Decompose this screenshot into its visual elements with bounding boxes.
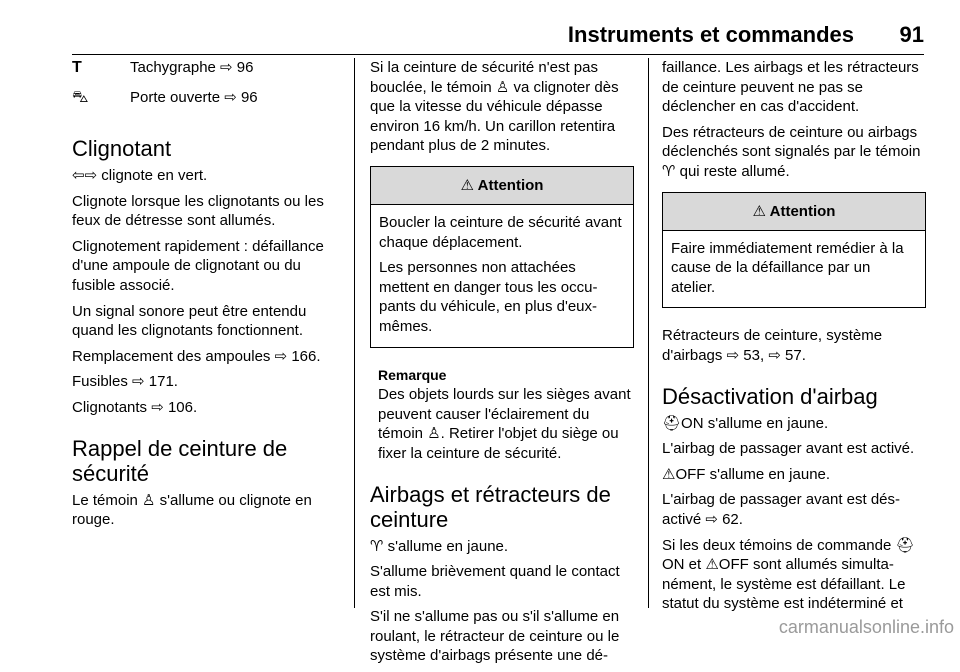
column-2 <box>370 58 634 672</box>
warning-triangle-icon: ⚠ <box>460 176 474 194</box>
paragraph: Si les deux témoins de commande ⛑ON et ⚠OFF sont allumés simultanément, le système est défaillant. Le statut du système est indéterminé et <box>662 536 915 613</box>
paragraph: Un signal sonore peut être entendu quand les clignotants fonctionnent. <box>72 302 307 340</box>
attention-box <box>662 192 926 309</box>
heading-clignotant: Clignotant <box>72 136 172 161</box>
paragraph: ⇦⇨ clignote en vert. <box>72 167 208 184</box>
indicator-text: Tachygraphe ⇨ 96 <box>130 59 254 76</box>
paragraph: ♈ s'allume en jaune. <box>370 537 509 555</box>
remark-note <box>370 366 634 464</box>
paragraph: L'airbag de passager avant est désactivé ⇨ 62. <box>662 491 901 528</box>
remark-title: Remarque <box>378 366 447 383</box>
indicator-row-tachograph <box>72 58 342 88</box>
paragraph: Les personnes non attachées mettent en danger tous les occupants du véhicule, en plus d'eux-mêmes. <box>379 259 598 335</box>
paragraph: ⛑ON s'allume en jaune. <box>662 414 829 432</box>
heading-rappel-ceinture: Rappel de ceinture de sécurité <box>72 435 288 486</box>
paragraph: ⚠OFF s'allume en jaune. <box>662 465 831 483</box>
cross-reference: Fusibles ⇨ 171. <box>72 373 178 391</box>
paragraph: Clignotement rapidement : défaillance d'une ampoule de clignotant ou du fusible associé. <box>72 237 324 294</box>
attention-title: Attention <box>477 176 544 194</box>
column-divider <box>354 58 355 608</box>
page-number: 91 <box>899 22 924 47</box>
tachograph-icon: T <box>72 59 82 76</box>
paragraph: Boucler la ceinture de sécurité avant chaque déplacement. <box>379 213 622 251</box>
watermark: carmanualsonline.info <box>778 617 954 637</box>
column-1 <box>72 58 342 536</box>
door-open-icon: ⛍ <box>72 89 89 106</box>
paragraph: L'airbag de passager avant est activé. <box>662 440 915 458</box>
cross-reference: Rétracteurs de ceinture, système d'airbags ⇨ 53, ⇨ 57. <box>662 327 883 364</box>
paragraph: Si la ceinture de sécurité n'est pas bouclée, le témoin ♙ va clignoter dès que la vitesse du véhicule dépasse environ 16 km/h. Un carillon retentira pendant plus de 2 minutes. <box>370 59 619 155</box>
paragraph: faillance. Les airbags et les rétracteurs de ceinture peuvent ne pas se déclencher en cas d'accident. <box>662 59 919 116</box>
cross-reference: Remplacement des ampoules ⇨ 166. <box>72 347 321 365</box>
cross-reference: Clignotants ⇨ 106. <box>72 398 198 416</box>
heading-desactivation-airbag: Désactivation d'airbag <box>662 383 878 409</box>
attention-body <box>371 205 633 347</box>
page-header <box>72 0 924 52</box>
attention-header <box>371 167 633 205</box>
attention-box <box>370 166 634 348</box>
indicator-text: Porte ouverte ⇨ 96 <box>130 89 258 106</box>
attention-title: Attention <box>769 202 836 220</box>
paragraph: Le témoin ♙ s'allume ou clignote en rouge. <box>72 491 312 529</box>
warning-triangle-icon: ⚠ <box>752 202 766 220</box>
paragraph: Des rétracteurs de ceinture ou airbags déclenchés sont signalés par le témoin ♈ qui reste allumé. <box>662 123 921 180</box>
paragraph: Clignote lorsque les clignotants ou les feux de détresse sont allumés. <box>72 192 324 230</box>
heading-airbags: Airbags et rétracteurs de ceinture <box>370 481 611 532</box>
header-rule <box>72 54 924 55</box>
paragraph: Faire immédiatement remédier à la cause de la défaillance par un atelier. <box>671 239 904 296</box>
attention-header <box>663 193 925 231</box>
attention-body <box>663 231 925 308</box>
paragraph: Des objets lourds sur les sièges avant peuvent causer l'éclairement du témoin ♙. Retirer l'objet du siège ou fixer la ceinture de sécurité. <box>378 386 631 462</box>
indicator-row-door <box>72 88 342 118</box>
column-3 <box>662 58 926 620</box>
paragraph: S'allume brièvement quand le contact est mis. <box>370 563 620 600</box>
section-title: Instruments et commandes <box>567 22 854 47</box>
column-divider <box>648 58 649 608</box>
paragraph: S'il ne s'allume pas ou s'il s'allume en roulant, le rétracteur de ceinture ou le système d'airbags présente une dé- <box>370 608 620 665</box>
